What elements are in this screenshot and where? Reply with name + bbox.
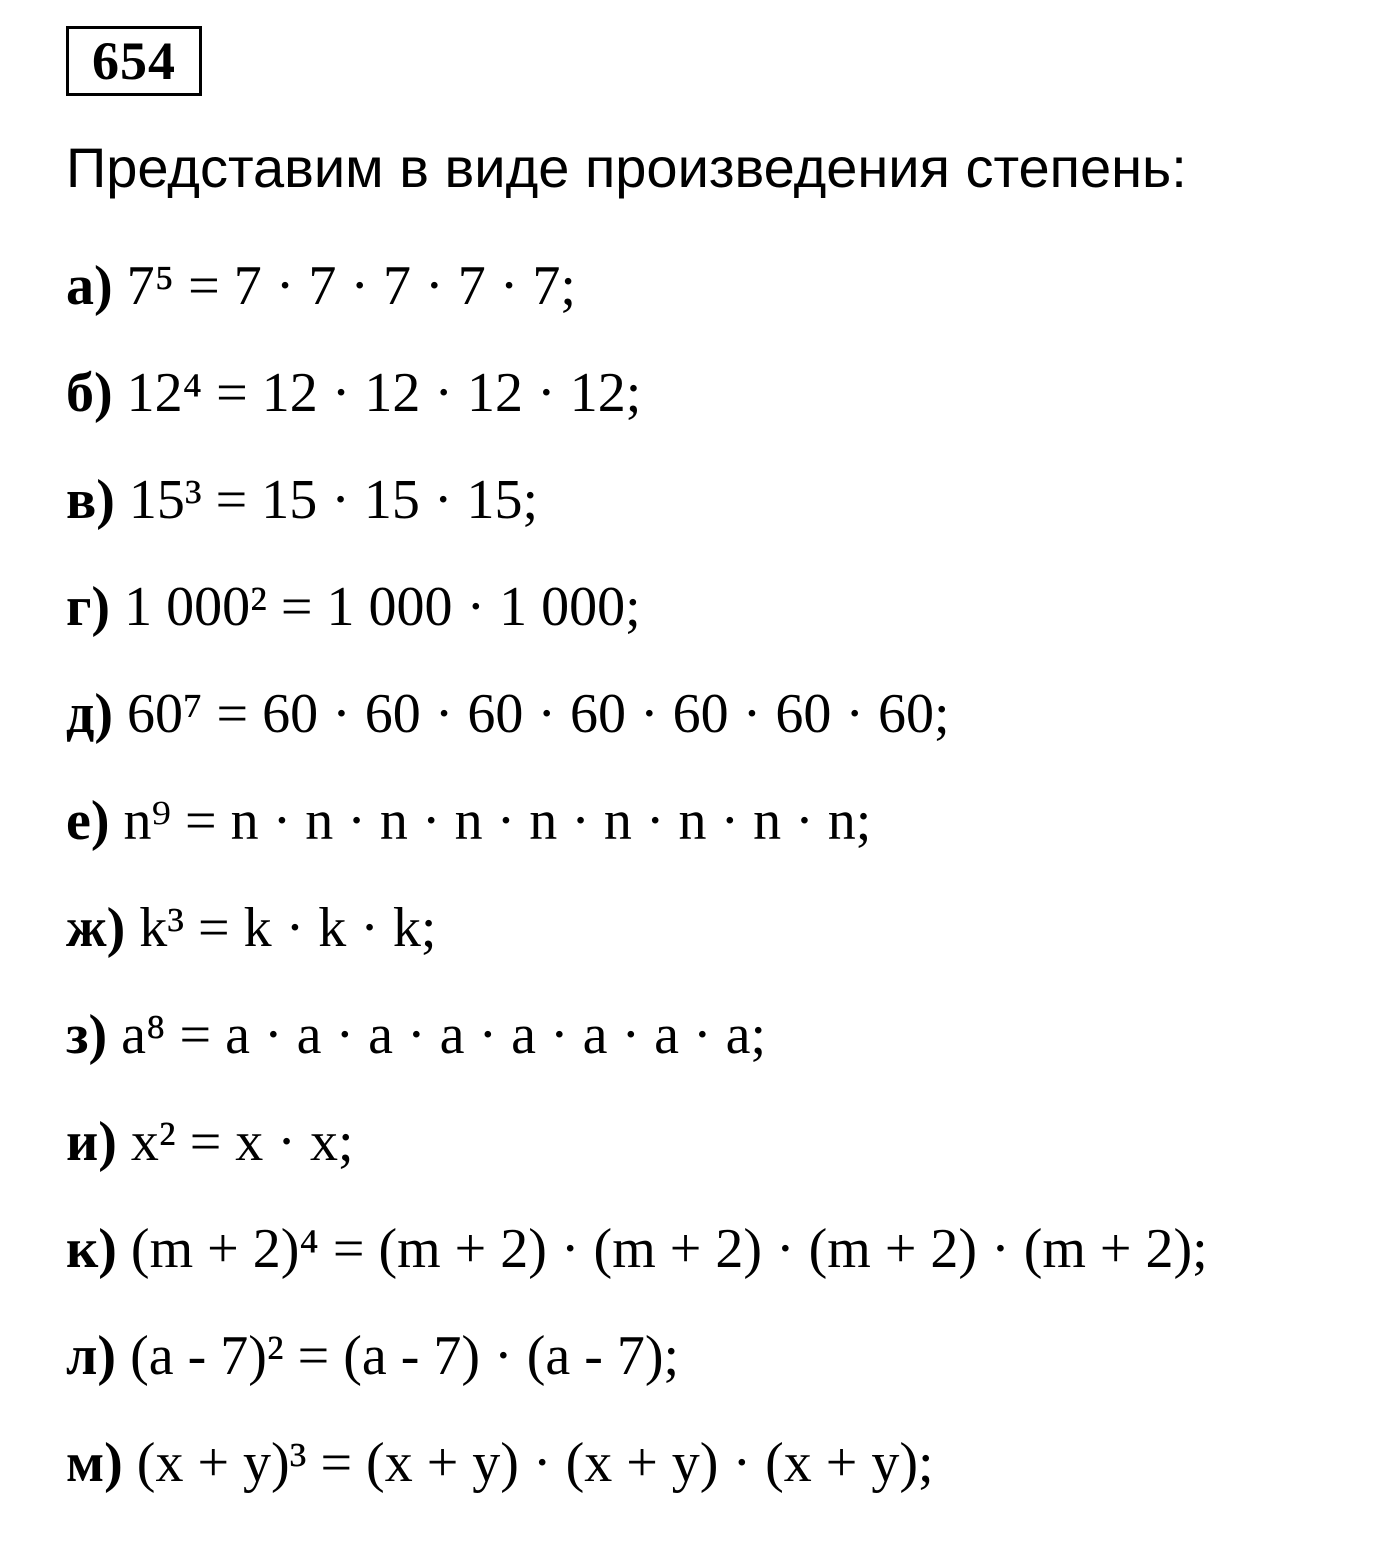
item-b: [66, 362, 642, 424]
intro-text: Представим в виде произведения степень:: [66, 136, 1187, 199]
item-label: л): [66, 1325, 117, 1387]
item-label: е): [66, 790, 110, 852]
exercise-number: 654: [66, 26, 202, 96]
item-expression: 1 000² = 1 000 · 1 000;: [124, 576, 641, 638]
item-expression: (a - 7)² = (a - 7) · (a - 7);: [130, 1325, 680, 1387]
item-expression: a⁸ = a · a · a · a · a · a · a · a;: [121, 1004, 767, 1066]
item-expression: (x + y)³ = (x + y) · (x + y) · (x + y);: [136, 1432, 934, 1494]
item-expression: x² = x · x;: [130, 1111, 354, 1173]
item-zh: [66, 897, 437, 959]
item-expression: n⁹ = n · n · n · n · n · n · n · n · n;: [123, 790, 872, 852]
item-d: [66, 683, 950, 745]
item-label: м): [66, 1432, 123, 1494]
item-expression: 15³ = 15 · 15 · 15;: [128, 469, 539, 531]
item-label: б): [66, 362, 113, 424]
item-label: в): [66, 469, 115, 531]
item-expression: 60⁷ = 60 · 60 · 60 · 60 · 60 · 60 · 60;: [126, 683, 950, 745]
item-label: к): [66, 1218, 117, 1280]
item-label: г): [66, 576, 111, 638]
item-l: [66, 1325, 680, 1387]
item-label: д): [66, 683, 113, 745]
item-expression: (m + 2)⁴ = (m + 2) · (m + 2) · (m + 2) · (m + 2);: [130, 1218, 1208, 1280]
item-label: ж): [66, 897, 126, 959]
item-expression: 12⁴ = 12 · 12 · 12 · 12;: [126, 362, 642, 424]
item-label: з): [66, 1004, 108, 1066]
item-z: [66, 1004, 767, 1066]
item-expression: k³ = k · k · k;: [139, 897, 437, 959]
item-e: [66, 790, 872, 852]
item-k: [66, 1218, 1208, 1280]
item-label: а): [66, 255, 113, 317]
item-g: [66, 576, 641, 638]
item-i: [66, 1111, 354, 1173]
item-expression: 7⁵ = 7 · 7 · 7 · 7 · 7;: [126, 255, 576, 317]
item-label: и): [66, 1111, 117, 1173]
item-v: [66, 469, 539, 531]
item-m: [66, 1432, 934, 1494]
item-a: [66, 255, 576, 317]
